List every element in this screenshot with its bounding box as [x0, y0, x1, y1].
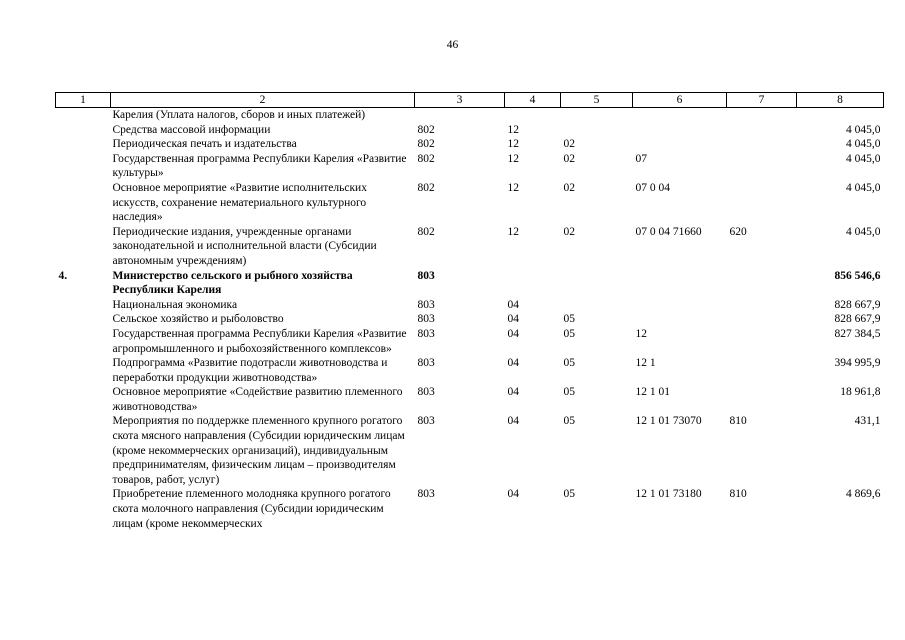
row-section-code: [505, 269, 561, 298]
row-subsection-code: [561, 123, 633, 138]
row-ministry-code: 803: [417, 415, 435, 428]
row-number: [56, 487, 111, 531]
row-amount: 394 995,9: [834, 357, 881, 370]
row-target-article: 07 0 04: [635, 181, 670, 194]
row-name: Государственная программа Республики Карелия «Развитие агропромышленного и рыбохозяйственного комплексов»: [112, 327, 407, 355]
row-amount: 4 045,0: [846, 152, 881, 165]
row-name: Карелия (Уплата налогов, сборов и иных платежей): [112, 109, 366, 121]
row-number: [56, 225, 111, 269]
row-expense-type: [727, 312, 797, 327]
table-row: [56, 137, 884, 152]
row-name: Периодическая печать и издательства: [112, 138, 297, 151]
row-ministry-code: 802: [417, 123, 435, 136]
row-subsection-code: [561, 298, 633, 313]
table-row: [56, 487, 884, 531]
table-row: [56, 152, 884, 181]
row-ministry-code: 803: [417, 298, 435, 311]
row-expense-type: 810: [729, 488, 747, 501]
row-number: [56, 312, 111, 327]
table-row: [56, 123, 884, 138]
row-section-code: 04: [507, 298, 519, 311]
row-target-article: [633, 123, 727, 138]
row-expense-type: [727, 108, 797, 123]
row-subsection-code: 05: [563, 488, 575, 501]
row-amount: 18 961,8: [840, 386, 881, 399]
row-expense-type: [727, 385, 797, 414]
row-subsection-code: 05: [563, 327, 575, 340]
row-amount: 4 045,0: [846, 138, 881, 151]
row-section-code: 04: [507, 488, 519, 501]
budget-table: [55, 92, 884, 531]
row-subsection-code: [561, 108, 633, 123]
row-number: [56, 181, 111, 225]
row-expense-type: [727, 356, 797, 385]
row-number: [56, 414, 111, 487]
row-target-article: 07 0 04 71660: [635, 225, 702, 238]
table-row: [56, 108, 884, 123]
row-amount: 431,1: [854, 415, 881, 428]
row-ministry-code: 803: [417, 488, 435, 501]
column-header: 3: [415, 93, 505, 108]
table-row: [56, 414, 884, 487]
table-row: [56, 181, 884, 225]
row-number: [56, 108, 111, 123]
row-amount: 856 546,6: [834, 269, 881, 282]
row-name: Средства массовой информации: [112, 123, 271, 136]
table-row: [56, 298, 884, 313]
row-target-article: 07: [635, 152, 647, 165]
row-number: 4.: [58, 269, 68, 282]
row-ministry-code: 803: [417, 313, 435, 326]
row-expense-type: 810: [729, 415, 747, 428]
row-target-article: [633, 312, 727, 327]
row-expense-type: [727, 269, 797, 298]
row-number: [56, 137, 111, 152]
row-expense-type: [727, 181, 797, 225]
row-target-article: 12 1 01 73070: [635, 415, 702, 428]
table-row: [56, 312, 884, 327]
table-header-row: [56, 93, 884, 108]
row-target-article: [633, 298, 727, 313]
row-section-code: 04: [507, 313, 519, 326]
row-amount: 4 045,0: [846, 181, 881, 194]
row-name: Подпрограмма «Развитие подотрасли животноводства и переработки продукции животноводства»: [112, 357, 388, 384]
row-name: Министерство сельского и рыбного хозяйства Республики Карелия: [112, 269, 353, 297]
row-number: [56, 327, 111, 356]
row-subsection-code: 05: [563, 313, 575, 326]
column-header: 2: [111, 93, 415, 108]
row-subsection-code: 05: [563, 386, 575, 399]
row-name: Мероприятия по поддержке племенного крупного рогатого скота мясного направления (Субсидии юридическим лицам (кроме некоммерческих организаций), индивидуальным предпринимателям, физическим лицам – производителям товаров, работ, услуг): [112, 415, 405, 486]
row-ministry-code: 803: [417, 327, 435, 340]
column-header: 5: [561, 93, 633, 108]
column-header: 4: [505, 93, 561, 108]
row-subsection-code: 02: [563, 181, 575, 194]
row-section-code: [505, 108, 561, 123]
row-section-code: 12: [507, 152, 519, 165]
row-number: [56, 385, 111, 414]
row-section-code: 12: [507, 123, 519, 136]
column-header: 1: [56, 93, 111, 108]
row-ministry-code: 802: [417, 138, 435, 151]
table-body: [56, 108, 884, 532]
row-number: [56, 152, 111, 181]
row-name: Приобретение племенного молодняка крупного рогатого скота молочного направления (Субсидии юридическим лицам (кроме некоммерческих: [112, 488, 391, 530]
row-amount: [797, 108, 884, 123]
table-row: [56, 385, 884, 414]
table-row: [56, 225, 884, 269]
row-name: Национальная экономика: [112, 298, 238, 311]
row-expense-type: 620: [729, 225, 747, 238]
row-target-article: [633, 269, 727, 298]
page-number: 46: [446, 39, 459, 51]
row-target-article: 12 1: [635, 357, 656, 370]
row-ministry-code: 802: [417, 152, 435, 165]
row-target-article: 12 1 01: [635, 386, 670, 399]
row-number: [56, 356, 111, 385]
column-header: 6: [633, 93, 727, 108]
row-expense-type: [727, 298, 797, 313]
row-section-code: 12: [507, 225, 519, 238]
row-section-code: 04: [507, 415, 519, 428]
row-section-code: 04: [507, 327, 519, 340]
row-name: Государственная программа Республики Карелия «Развитие культуры»: [112, 152, 407, 180]
row-section-code: 04: [507, 357, 519, 370]
row-target-article: 12: [635, 327, 647, 340]
row-target-article: 12 1 01 73180: [635, 488, 702, 501]
row-subsection-code: 02: [563, 138, 575, 151]
table-row: [56, 269, 884, 298]
row-amount: 827 384,5: [834, 327, 881, 340]
row-amount: 828 667,9: [834, 298, 881, 311]
row-subsection-code: 02: [563, 225, 575, 238]
row-expense-type: [727, 123, 797, 138]
row-ministry-code: 802: [417, 225, 435, 238]
row-amount: 4 045,0: [846, 225, 881, 238]
row-number: [56, 298, 111, 313]
row-section-code: 04: [507, 386, 519, 399]
row-ministry-code: 803: [417, 386, 435, 399]
row-name: Периодические издания, учрежденные органами законодательной и исполнительной власти (Субсидии автономным учреждениям): [112, 225, 377, 267]
row-number: [56, 123, 111, 138]
row-amount: 828 667,9: [834, 313, 881, 326]
row-subsection-code: 05: [563, 357, 575, 370]
row-target-article: [633, 137, 727, 152]
row-subsection-code: 05: [563, 415, 575, 428]
row-expense-type: [727, 137, 797, 152]
row-name: Основное мероприятие «Содействие развитию племенного животноводства»: [112, 386, 403, 413]
table-row: [56, 356, 884, 385]
row-ministry-code: 802: [417, 181, 435, 194]
row-expense-type: [727, 152, 797, 181]
row-target-article: [633, 108, 727, 123]
row-ministry-code: [415, 108, 505, 123]
row-subsection-code: [561, 269, 633, 298]
row-ministry-code: 803: [417, 269, 435, 282]
column-header: 8: [797, 93, 884, 108]
row-ministry-code: 803: [417, 357, 435, 370]
row-amount: 4 869,6: [846, 488, 881, 501]
table-row: [56, 327, 884, 356]
row-name: Сельское хозяйство и рыболовство: [112, 313, 284, 326]
row-section-code: 12: [507, 181, 519, 194]
row-amount: 4 045,0: [846, 123, 881, 136]
row-name: Основное мероприятие «Развитие исполнительских искусств, сохранение нематериального культурного наследия»: [112, 181, 367, 224]
row-section-code: 12: [507, 138, 519, 151]
row-subsection-code: 02: [563, 152, 575, 165]
column-header: 7: [727, 93, 797, 108]
row-expense-type: [727, 327, 797, 356]
